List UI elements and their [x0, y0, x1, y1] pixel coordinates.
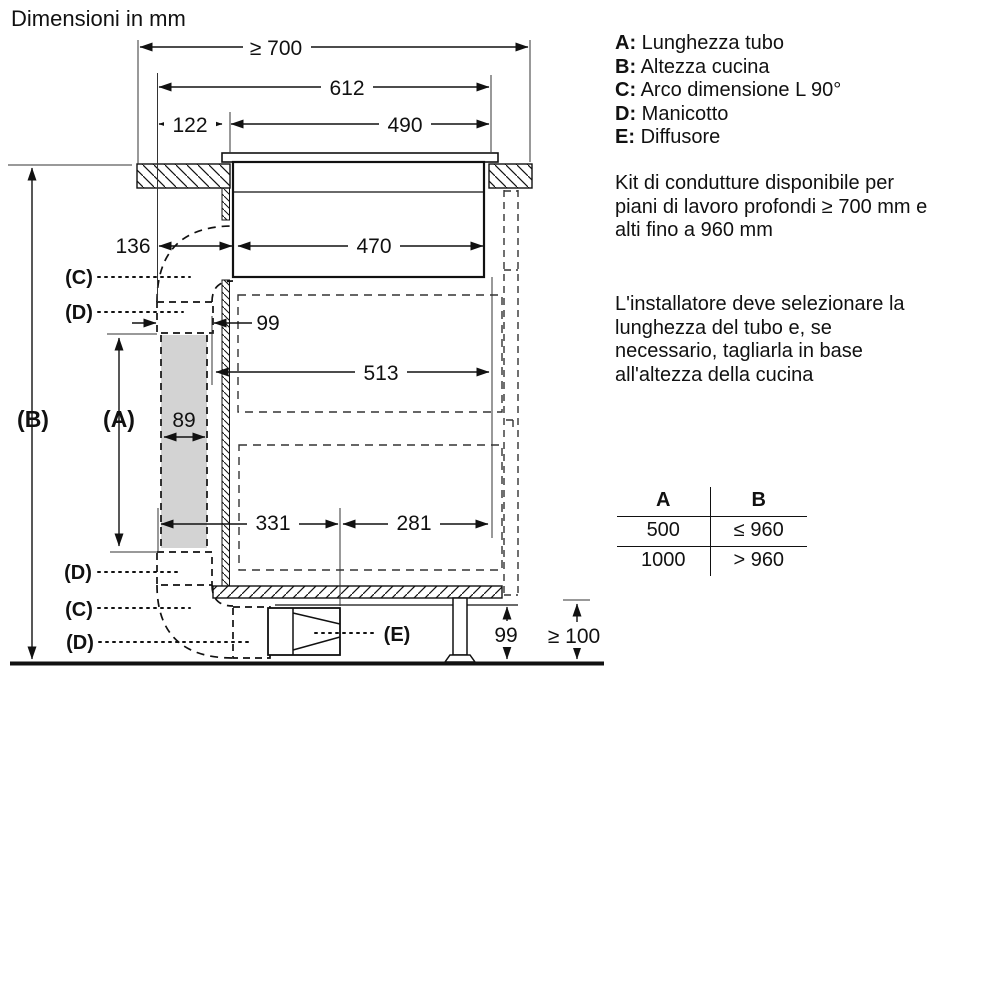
- legend-label-d: Manicotto: [641, 102, 729, 125]
- parts-legend: [615, 32, 841, 150]
- dim-label-700: ≥ 700: [249, 37, 303, 60]
- dim-label-281: 281: [396, 512, 432, 535]
- dim-label-100: ≥ 100: [547, 625, 601, 648]
- right-duct-channel: [504, 190, 518, 595]
- legend-label-e: Diffusore: [640, 126, 721, 149]
- dim-label-99-bottom: 99: [494, 624, 518, 647]
- table-row: [617, 517, 807, 547]
- diffuser: [268, 608, 340, 655]
- tube-length-table: [617, 487, 807, 576]
- part-label-D-middle: (D): [64, 562, 92, 584]
- legend-item-d: [615, 103, 841, 127]
- table-cell: > 960: [733, 549, 785, 571]
- dim-label-89: 89: [172, 409, 196, 432]
- dim-label-612: 612: [329, 77, 365, 100]
- legend-label-b: Altezza cucina: [640, 55, 770, 78]
- page-title: Dimensioni in mm: [11, 6, 186, 31]
- dim-label-122: 122: [172, 114, 208, 137]
- dim-label-490: 490: [387, 114, 423, 137]
- note-line: lunghezza del tubo e, se: [615, 316, 832, 339]
- note-line: alti fino a 960 mm: [615, 219, 773, 242]
- duct-sleeve-upper: [157, 302, 213, 333]
- note-line: L'installatore deve selezionare la: [615, 293, 905, 315]
- dim-label-470: 470: [356, 235, 392, 258]
- dimension-lines: [32, 47, 577, 659]
- legend-label-c: Arco dimensione L 90°: [640, 79, 842, 102]
- note-line: piani di lavoro profondi ≥ 700 mm e: [615, 195, 928, 218]
- table-cell: ≤ 960: [711, 517, 807, 547]
- legend-item-e: [615, 126, 841, 150]
- worktop-left-section: [137, 164, 230, 188]
- worktop-right-section: [489, 164, 532, 188]
- note-line: necessario, tagliarla in base: [615, 340, 863, 363]
- legend-key-e: E:: [615, 126, 635, 149]
- legend-item-a: [615, 32, 841, 56]
- note-duct-kit: [615, 172, 927, 243]
- table-header-a: A: [617, 487, 711, 517]
- legend-key-b: B:: [615, 55, 637, 78]
- hob-body: [233, 162, 484, 277]
- legend-key-c: C:: [615, 79, 637, 102]
- part-label-C-upper: (C): [65, 267, 93, 289]
- cabinet-bottom-panel: [213, 586, 502, 598]
- legend-label-a: Lunghezza tubo: [641, 32, 785, 54]
- legend-item-b: [615, 56, 841, 80]
- legend-item-c: [615, 79, 841, 103]
- note-line: Kit di condutture disponibile per: [615, 172, 895, 194]
- part-label-A: (A): [103, 406, 135, 432]
- duct-sleeve-lower: [157, 552, 212, 585]
- part-label-C-lower: (C): [65, 599, 93, 621]
- table-header-row: [617, 487, 807, 517]
- note-installer: [615, 293, 905, 387]
- dim-label-136: 136: [115, 235, 151, 258]
- dim-label-99-top: 99: [256, 312, 280, 335]
- cabinet-foot: [445, 598, 475, 662]
- part-label-E: (E): [383, 624, 411, 646]
- cabinet-back-wall: [222, 280, 230, 586]
- hob-top-plate: [222, 153, 498, 162]
- part-label-B: (B): [17, 406, 49, 432]
- part-label-D-lower: (D): [66, 632, 94, 654]
- table-row: [617, 547, 807, 576]
- diffuser-connector: [233, 607, 270, 658]
- table-cell: 500: [617, 517, 711, 547]
- part-label-D-upper: (D): [65, 302, 93, 324]
- dimension-text-backgrounds: [164, 34, 608, 648]
- table-header-b: B: [711, 487, 807, 517]
- duct-stub: [222, 188, 230, 220]
- note-line: all'altezza della cucina: [615, 363, 814, 386]
- dim-label-513: 513: [363, 362, 399, 385]
- dim-label-331: 331: [255, 512, 291, 535]
- legend-key-a: A:: [615, 32, 637, 54]
- dashed-zone-lower: [239, 445, 502, 570]
- table-cell: 1000: [617, 547, 711, 576]
- legend-key-d: D:: [615, 102, 637, 125]
- duct-tube: [161, 335, 207, 548]
